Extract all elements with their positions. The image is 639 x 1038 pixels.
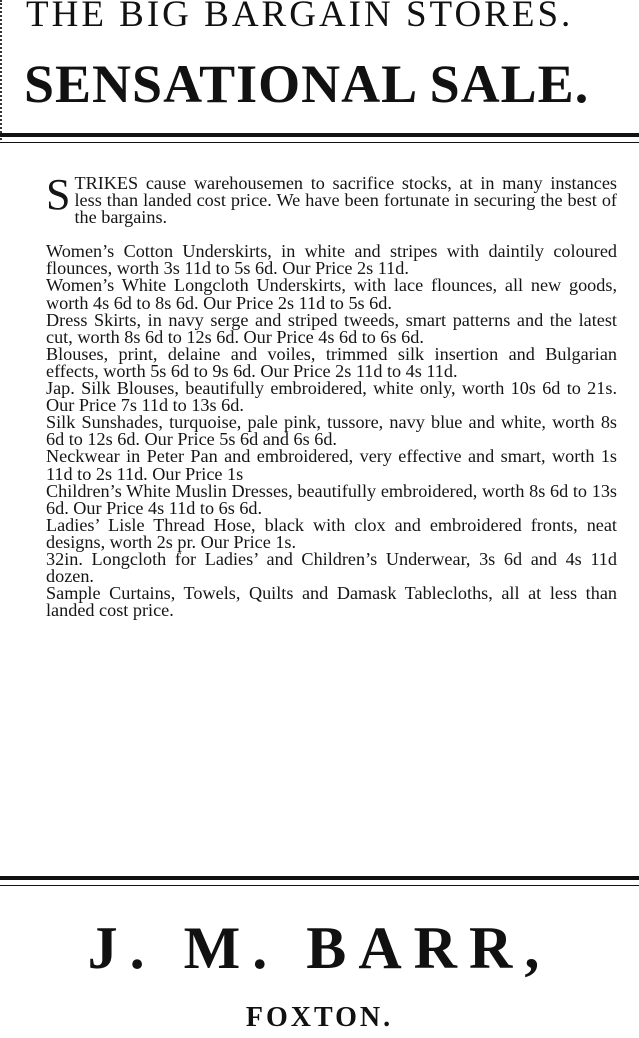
list-item: Silk Sunshades, turquoise, pale pink, tussore, navy blue and white, worth 8s 6d to 12s 6d. Our Price 5s 6d and 6s 6d. [46, 412, 617, 450]
page-edge-mark [0, 0, 6, 140]
list-item: Dress Skirts, in navy serge and striped tweeds, smart patterns and the latest cut, worth 8s 6d to 12s 6d. Our Price 4s 6d to 6s 6d. [46, 309, 617, 347]
list-item: Sample Curtains, Towels, Quilts and Damask Tablecloths, all at less than landed cost price. [46, 583, 617, 621]
advert-body [46, 170, 617, 621]
header-rule-thick [0, 133, 639, 137]
list-item: 32in. Longcloth for Ladies’ and Children’s Underwear, 3s 6d and 4s 11d dozen. [46, 548, 617, 587]
store-name-heading: THE BIG BARGAIN STORES. [26, 0, 574, 35]
list-item: Ladies’ Lisle Thread Hose, black with clox and embroidered fronts, neat designs, worth 2s pr. Our Price 1s. [46, 514, 617, 552]
list-item: Jap. Silk Blouses, beautifully embroidered, white only, worth 10s 6d to 21s. Our Price 7s 11d to 13s 6d. [46, 378, 617, 416]
merchant-name: J. M. BARR, [87, 915, 552, 981]
list-item: Blouses, print, delaine and voiles, trimmed silk insertion and Bulgarian effects, worth 5s 6d to 9s 6d. Our Price 2s 11d to 4s 11d. [46, 343, 617, 381]
list-item: Neckwear in Peter Pan and embroidered, very effective and smart, worth 1s 11d to 2s 11d. Our Price 1s [46, 446, 617, 484]
footer-rule-thick [0, 876, 639, 880]
sale-heading: SENSATIONAL SALE. [24, 54, 590, 114]
item-list [46, 243, 617, 619]
intro-text: TRIKES cause warehousemen to sacrifice stocks, at in many instances less than landed cost price. We have been fortunate in securing the best of the bargains. [74, 173, 617, 228]
list-item: Women’s Cotton Underskirts, in white and stripes with daintily coloured flounces, worth 3s 11d to 5s 6d. Our Price 2s 11d. [46, 241, 617, 279]
intro-paragraph [46, 170, 617, 228]
footer-rule-thin [0, 885, 639, 886]
header-rule-thin [0, 142, 639, 143]
list-item: Children’s White Muslin Dresses, beautifully embroidered, worth 8s 6d to 13s 6d. Our Price 4s 11d to 6s 6d. [46, 480, 617, 518]
drop-cap: S [46, 170, 71, 219]
list-item: Women’s White Longcloth Underskirts, with lace flounces, all new goods, worth 4s 6d to 8s 6d. Our Price 2s 11d to 5s 6d. [46, 275, 617, 313]
merchant-town: FOXTON. [245, 1002, 394, 1033]
